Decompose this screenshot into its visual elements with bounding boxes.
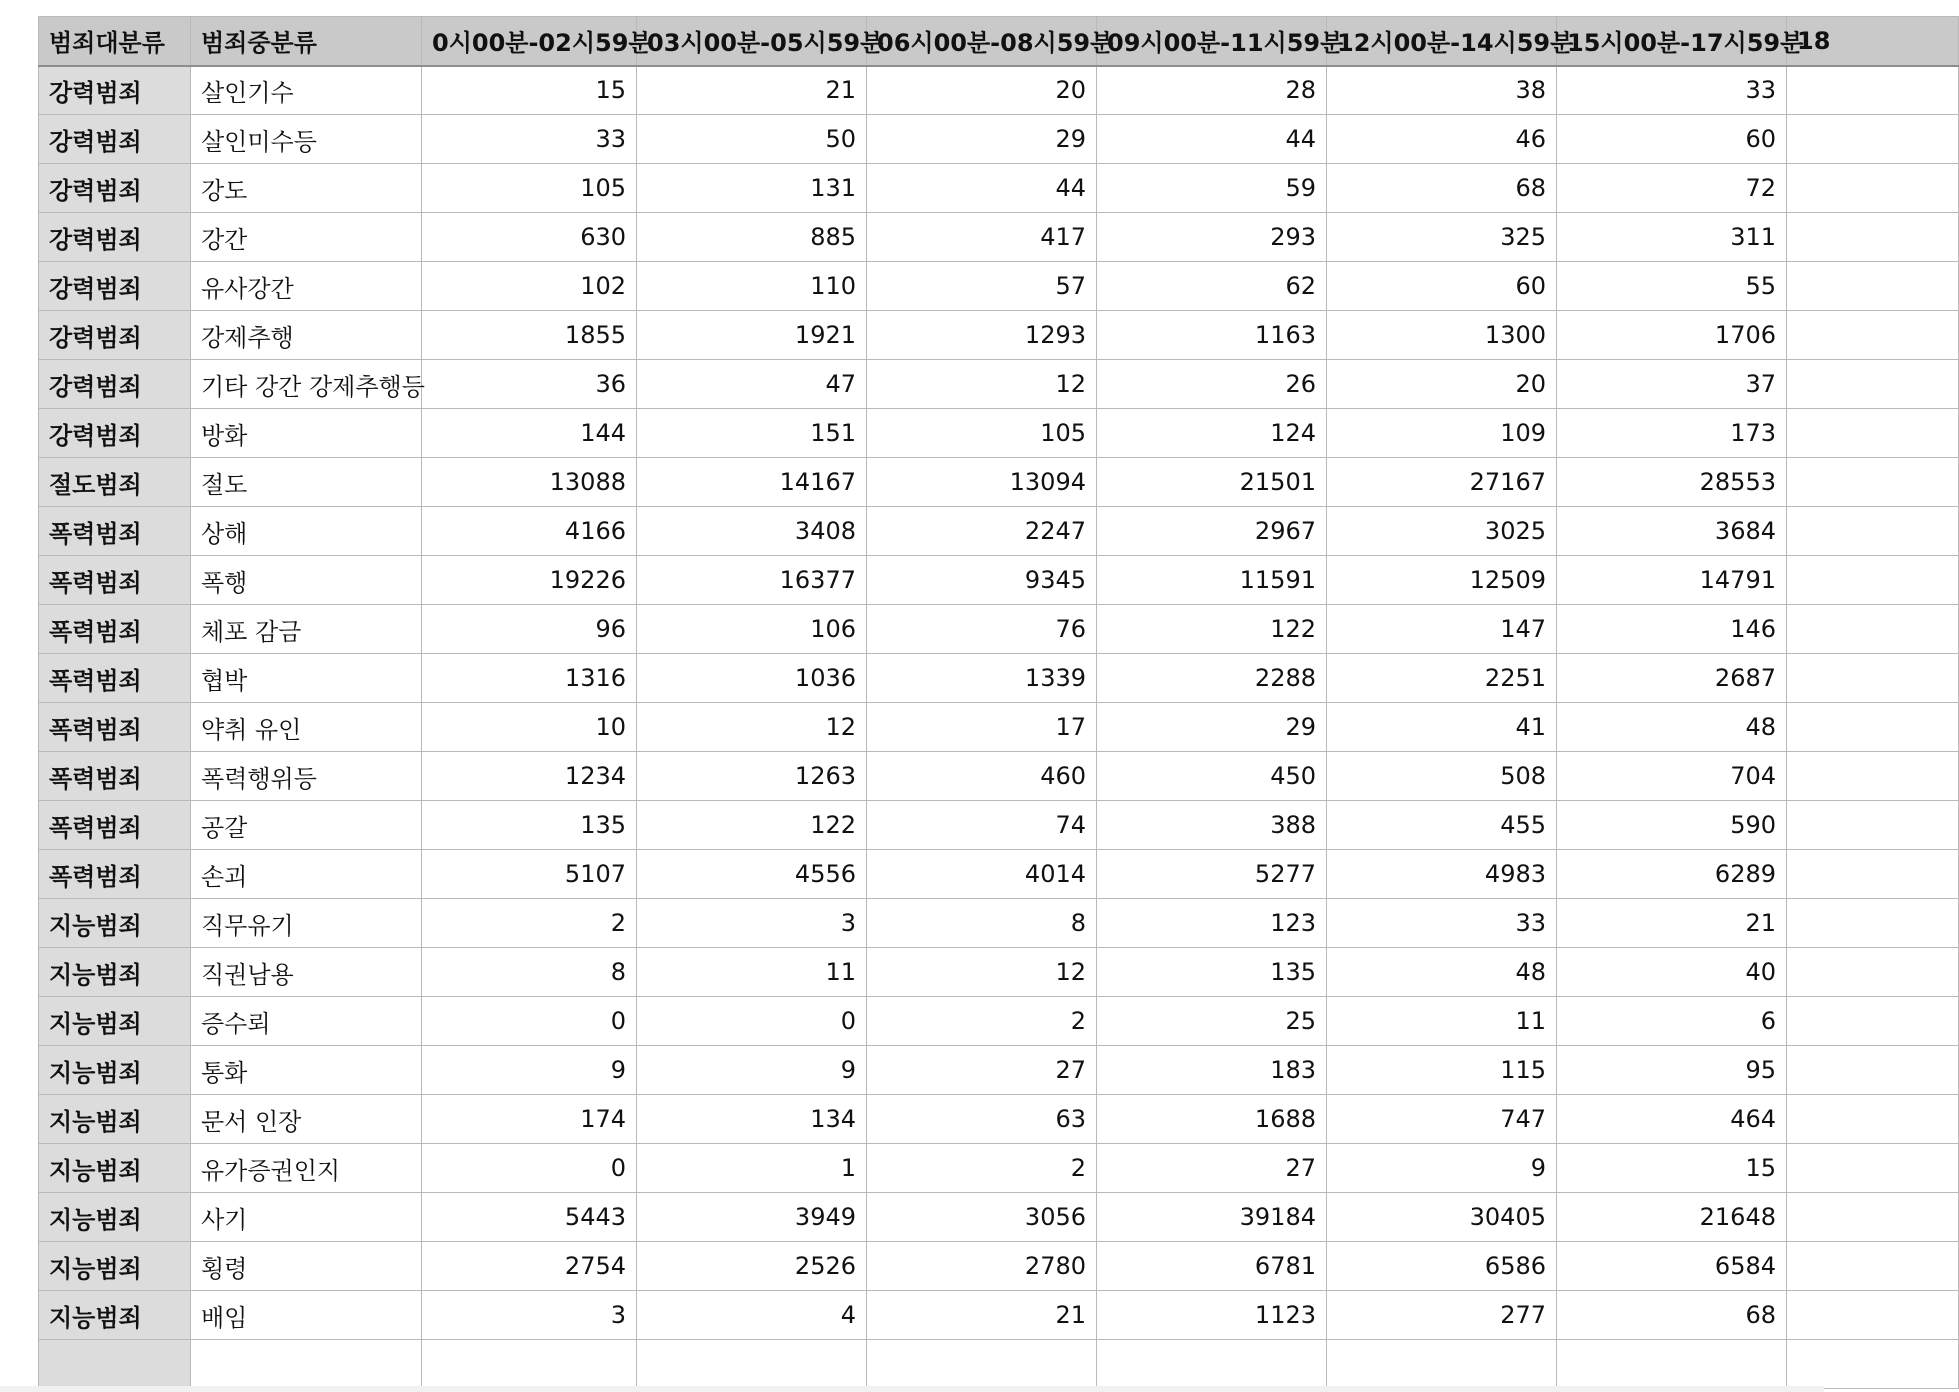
value-cell[interactable]: 110 bbox=[637, 262, 867, 311]
value-cell[interactable]: 122 bbox=[1097, 605, 1327, 654]
value-cell[interactable]: 11 bbox=[637, 948, 867, 997]
value-cell[interactable]: 508 bbox=[1327, 752, 1557, 801]
value-cell[interactable]: 1123 bbox=[1097, 1291, 1327, 1340]
value-cell[interactable]: 147 bbox=[1327, 605, 1557, 654]
value-cell[interactable]: 115 bbox=[1327, 1046, 1557, 1095]
value-cell[interactable]: 68 bbox=[1327, 164, 1557, 213]
value-cell[interactable]: 50 bbox=[637, 115, 867, 164]
value-cell[interactable]: 124 bbox=[1097, 409, 1327, 458]
value-cell[interactable]: 123 bbox=[1097, 899, 1327, 948]
value-cell[interactable]: 15 bbox=[422, 66, 637, 115]
category-cell[interactable]: 지능범죄 bbox=[39, 997, 191, 1046]
table-row bbox=[39, 164, 1959, 213]
table-row bbox=[39, 556, 1959, 605]
value-cell[interactable]: 12 bbox=[867, 948, 1097, 997]
category-cell[interactable]: 강력범죄 bbox=[39, 409, 191, 458]
column-header[interactable]: 범죄대분류 bbox=[39, 17, 191, 66]
value-cell[interactable]: 39184 bbox=[1097, 1193, 1327, 1242]
value-cell[interactable] bbox=[1787, 1291, 1959, 1340]
value-cell[interactable]: 6586 bbox=[1327, 1242, 1557, 1291]
table-row bbox=[39, 899, 1959, 948]
category-cell[interactable]: 지능범죄 bbox=[39, 1193, 191, 1242]
table-row bbox=[39, 1340, 1959, 1389]
category-cell[interactable]: 폭력범죄 bbox=[39, 752, 191, 801]
value-cell[interactable]: 460 bbox=[867, 752, 1097, 801]
category-cell[interactable] bbox=[39, 1340, 191, 1389]
value-cell[interactable]: 134 bbox=[637, 1095, 867, 1144]
value-cell[interactable]: 48 bbox=[1557, 703, 1787, 752]
value-cell[interactable] bbox=[637, 1340, 867, 1389]
value-cell[interactable]: 3 bbox=[637, 899, 867, 948]
value-cell[interactable]: 60 bbox=[1557, 115, 1787, 164]
value-cell[interactable] bbox=[1787, 409, 1959, 458]
bottom-scroll-edge bbox=[0, 1386, 1824, 1392]
column-header[interactable]: 09시00분-11시59분 bbox=[1097, 17, 1327, 66]
value-cell[interactable]: 388 bbox=[1097, 801, 1327, 850]
value-cell[interactable] bbox=[1787, 360, 1959, 409]
subcategory-cell[interactable]: 사기 bbox=[191, 1193, 422, 1242]
value-cell[interactable]: 46 bbox=[1327, 115, 1557, 164]
value-cell[interactable]: 1921 bbox=[637, 311, 867, 360]
value-cell[interactable]: 21 bbox=[637, 66, 867, 115]
value-cell[interactable]: 6584 bbox=[1557, 1242, 1787, 1291]
value-cell[interactable]: 6 bbox=[1557, 997, 1787, 1046]
value-cell[interactable] bbox=[1787, 1095, 1959, 1144]
category-cell[interactable]: 폭력범죄 bbox=[39, 850, 191, 899]
value-cell[interactable]: 6289 bbox=[1557, 850, 1787, 899]
value-cell[interactable] bbox=[1787, 899, 1959, 948]
value-cell[interactable]: 17 bbox=[867, 703, 1097, 752]
value-cell[interactable]: 57 bbox=[867, 262, 1097, 311]
value-cell[interactable] bbox=[1787, 115, 1959, 164]
value-cell[interactable]: 59 bbox=[1097, 164, 1327, 213]
value-cell[interactable]: 27167 bbox=[1327, 458, 1557, 507]
value-cell[interactable]: 2687 bbox=[1557, 654, 1787, 703]
value-cell[interactable]: 277 bbox=[1327, 1291, 1557, 1340]
subcategory-cell[interactable]: 절도 bbox=[191, 458, 422, 507]
table-row bbox=[39, 1291, 1959, 1340]
column-header[interactable]: 18 bbox=[1787, 17, 1959, 66]
value-cell[interactable]: 5107 bbox=[422, 850, 637, 899]
value-cell[interactable]: 40 bbox=[1557, 948, 1787, 997]
value-cell[interactable]: 11 bbox=[1327, 997, 1557, 1046]
category-cell[interactable]: 지능범죄 bbox=[39, 899, 191, 948]
column-header[interactable]: 0시00분-02시59분 bbox=[422, 17, 637, 66]
value-cell[interactable]: 47 bbox=[637, 360, 867, 409]
category-cell[interactable]: 폭력범죄 bbox=[39, 507, 191, 556]
table-row bbox=[39, 458, 1959, 507]
value-cell[interactable]: 0 bbox=[422, 1144, 637, 1193]
value-cell[interactable]: 38 bbox=[1327, 66, 1557, 115]
table-row bbox=[39, 605, 1959, 654]
value-cell[interactable] bbox=[1787, 801, 1959, 850]
category-cell[interactable]: 절도범죄 bbox=[39, 458, 191, 507]
value-cell[interactable]: 27 bbox=[1097, 1144, 1327, 1193]
category-cell[interactable]: 강력범죄 bbox=[39, 164, 191, 213]
value-cell[interactable]: 36 bbox=[422, 360, 637, 409]
value-cell[interactable]: 12 bbox=[637, 703, 867, 752]
value-cell[interactable] bbox=[1787, 262, 1959, 311]
value-cell[interactable]: 174 bbox=[422, 1095, 637, 1144]
value-cell[interactable]: 4983 bbox=[1327, 850, 1557, 899]
table-row bbox=[39, 1046, 1959, 1095]
subcategory-cell[interactable]: 증수뢰 bbox=[191, 997, 422, 1046]
value-cell[interactable] bbox=[1787, 507, 1959, 556]
value-cell[interactable]: 26 bbox=[1097, 360, 1327, 409]
value-cell[interactable]: 5443 bbox=[422, 1193, 637, 1242]
value-cell[interactable]: 1163 bbox=[1097, 311, 1327, 360]
value-cell[interactable]: 131 bbox=[637, 164, 867, 213]
value-cell[interactable]: 2526 bbox=[637, 1242, 867, 1291]
table-row bbox=[39, 311, 1959, 360]
value-cell[interactable]: 33 bbox=[1327, 899, 1557, 948]
value-cell[interactable]: 9 bbox=[1327, 1144, 1557, 1193]
table-row bbox=[39, 752, 1959, 801]
value-cell[interactable]: 102 bbox=[422, 262, 637, 311]
subcategory-cell[interactable]: 강제추행 bbox=[191, 311, 422, 360]
value-cell[interactable] bbox=[422, 1340, 637, 1389]
value-cell[interactable]: 12509 bbox=[1327, 556, 1557, 605]
value-cell[interactable]: 135 bbox=[1097, 948, 1327, 997]
value-cell[interactable]: 630 bbox=[422, 213, 637, 262]
value-cell[interactable]: 3684 bbox=[1557, 507, 1787, 556]
value-cell[interactable]: 4 bbox=[637, 1291, 867, 1340]
value-cell[interactable]: 450 bbox=[1097, 752, 1327, 801]
value-cell[interactable] bbox=[1327, 1340, 1557, 1389]
value-cell[interactable]: 37 bbox=[1557, 360, 1787, 409]
table-row bbox=[39, 997, 1959, 1046]
subcategory-cell[interactable]: 공갈 bbox=[191, 801, 422, 850]
category-cell[interactable]: 지능범죄 bbox=[39, 1291, 191, 1340]
value-cell[interactable] bbox=[1787, 164, 1959, 213]
table-row bbox=[39, 262, 1959, 311]
value-cell[interactable]: 885 bbox=[637, 213, 867, 262]
value-cell[interactable]: 21501 bbox=[1097, 458, 1327, 507]
value-cell[interactable]: 9345 bbox=[867, 556, 1097, 605]
subcategory-cell[interactable]: 살인기수 bbox=[191, 66, 422, 115]
category-cell[interactable]: 강력범죄 bbox=[39, 311, 191, 360]
value-cell[interactable]: 2288 bbox=[1097, 654, 1327, 703]
value-cell[interactable]: 311 bbox=[1557, 213, 1787, 262]
value-cell[interactable]: 293 bbox=[1097, 213, 1327, 262]
value-cell[interactable]: 4556 bbox=[637, 850, 867, 899]
table-row bbox=[39, 654, 1959, 703]
value-cell[interactable]: 20 bbox=[1327, 360, 1557, 409]
table-row bbox=[39, 1095, 1959, 1144]
value-cell[interactable]: 33 bbox=[1557, 66, 1787, 115]
table-row bbox=[39, 66, 1959, 115]
value-cell[interactable]: 16377 bbox=[637, 556, 867, 605]
value-cell[interactable]: 30405 bbox=[1327, 1193, 1557, 1242]
subcategory-cell[interactable]: 살인미수등 bbox=[191, 115, 422, 164]
value-cell[interactable]: 2967 bbox=[1097, 507, 1327, 556]
value-cell[interactable]: 704 bbox=[1557, 752, 1787, 801]
value-cell[interactable]: 62 bbox=[1097, 262, 1327, 311]
value-cell[interactable]: 29 bbox=[1097, 703, 1327, 752]
subcategory-cell[interactable]: 폭력행위등 bbox=[191, 752, 422, 801]
value-cell[interactable]: 173 bbox=[1557, 409, 1787, 458]
value-cell[interactable] bbox=[1557, 1340, 1787, 1389]
subcategory-cell[interactable]: 약취 유인 bbox=[191, 703, 422, 752]
value-cell[interactable] bbox=[1787, 458, 1959, 507]
value-cell[interactable]: 1263 bbox=[637, 752, 867, 801]
value-cell[interactable]: 11591 bbox=[1097, 556, 1327, 605]
value-cell[interactable]: 1300 bbox=[1327, 311, 1557, 360]
value-cell[interactable]: 13088 bbox=[422, 458, 637, 507]
value-cell[interactable]: 2 bbox=[867, 997, 1097, 1046]
value-cell[interactable]: 1293 bbox=[867, 311, 1097, 360]
value-cell[interactable]: 55 bbox=[1557, 262, 1787, 311]
value-cell[interactable]: 106 bbox=[637, 605, 867, 654]
value-cell[interactable]: 109 bbox=[1327, 409, 1557, 458]
value-cell[interactable]: 105 bbox=[422, 164, 637, 213]
value-cell[interactable]: 25 bbox=[1097, 997, 1327, 1046]
value-cell[interactable]: 122 bbox=[637, 801, 867, 850]
value-cell[interactable]: 1036 bbox=[637, 654, 867, 703]
value-cell[interactable]: 29 bbox=[867, 115, 1097, 164]
column-header[interactable]: 06시00분-08시59분 bbox=[867, 17, 1097, 66]
column-header[interactable]: 15시00분-17시59분 bbox=[1557, 17, 1787, 66]
value-cell[interactable]: 95 bbox=[1557, 1046, 1787, 1095]
value-cell[interactable]: 14167 bbox=[637, 458, 867, 507]
value-cell[interactable] bbox=[1787, 752, 1959, 801]
subcategory-cell[interactable]: 직무유기 bbox=[191, 899, 422, 948]
subcategory-cell[interactable]: 상해 bbox=[191, 507, 422, 556]
value-cell[interactable]: 28 bbox=[1097, 66, 1327, 115]
category-cell[interactable]: 강력범죄 bbox=[39, 213, 191, 262]
category-cell[interactable]: 지능범죄 bbox=[39, 948, 191, 997]
value-cell[interactable]: 2754 bbox=[422, 1242, 637, 1291]
value-cell[interactable]: 1339 bbox=[867, 654, 1097, 703]
value-cell[interactable]: 2251 bbox=[1327, 654, 1557, 703]
header-row bbox=[39, 17, 1959, 66]
value-cell[interactable]: 76 bbox=[867, 605, 1097, 654]
subcategory-cell[interactable]: 방화 bbox=[191, 409, 422, 458]
subcategory-cell[interactable]: 체포 감금 bbox=[191, 605, 422, 654]
value-cell[interactable]: 2247 bbox=[867, 507, 1097, 556]
value-cell[interactable]: 3408 bbox=[637, 507, 867, 556]
category-cell[interactable]: 지능범죄 bbox=[39, 1242, 191, 1291]
value-cell[interactable] bbox=[1787, 605, 1959, 654]
table-row bbox=[39, 850, 1959, 899]
value-cell[interactable] bbox=[1787, 1046, 1959, 1095]
value-cell[interactable]: 6781 bbox=[1097, 1242, 1327, 1291]
value-cell[interactable]: 325 bbox=[1327, 213, 1557, 262]
value-cell[interactable]: 3 bbox=[422, 1291, 637, 1340]
table-row bbox=[39, 703, 1959, 752]
table-body bbox=[39, 66, 1959, 1389]
column-header[interactable]: 03시00분-05시59분 bbox=[637, 17, 867, 66]
category-cell[interactable]: 지능범죄 bbox=[39, 1144, 191, 1193]
value-cell[interactable]: 1316 bbox=[422, 654, 637, 703]
subcategory-cell[interactable]: 통화 bbox=[191, 1046, 422, 1095]
category-cell[interactable]: 폭력범죄 bbox=[39, 703, 191, 752]
value-cell[interactable]: 2 bbox=[867, 1144, 1097, 1193]
category-cell[interactable]: 강력범죄 bbox=[39, 262, 191, 311]
subcategory-cell[interactable]: 강도 bbox=[191, 164, 422, 213]
value-cell[interactable]: 8 bbox=[422, 948, 637, 997]
value-cell[interactable] bbox=[1787, 213, 1959, 262]
value-cell[interactable]: 63 bbox=[867, 1095, 1097, 1144]
value-cell[interactable]: 144 bbox=[422, 409, 637, 458]
table-row bbox=[39, 507, 1959, 556]
subcategory-cell[interactable]: 손괴 bbox=[191, 850, 422, 899]
value-cell[interactable]: 15 bbox=[1557, 1144, 1787, 1193]
subcategory-cell[interactable]: 직권남용 bbox=[191, 948, 422, 997]
value-cell[interactable]: 41 bbox=[1327, 703, 1557, 752]
value-cell[interactable]: 464 bbox=[1557, 1095, 1787, 1144]
value-cell[interactable]: 135 bbox=[422, 801, 637, 850]
table-row bbox=[39, 213, 1959, 262]
value-cell[interactable] bbox=[1097, 1340, 1327, 1389]
table-row bbox=[39, 360, 1959, 409]
value-cell[interactable] bbox=[1787, 654, 1959, 703]
value-cell[interactable] bbox=[1787, 556, 1959, 605]
value-cell[interactable]: 183 bbox=[1097, 1046, 1327, 1095]
value-cell[interactable] bbox=[867, 1340, 1097, 1389]
table-row bbox=[39, 1144, 1959, 1193]
value-cell[interactable]: 3949 bbox=[637, 1193, 867, 1242]
value-cell[interactable] bbox=[1787, 1242, 1959, 1291]
value-cell[interactable]: 10 bbox=[422, 703, 637, 752]
value-cell[interactable]: 13094 bbox=[867, 458, 1097, 507]
value-cell[interactable]: 455 bbox=[1327, 801, 1557, 850]
value-cell[interactable]: 590 bbox=[1557, 801, 1787, 850]
category-cell[interactable]: 폭력범죄 bbox=[39, 556, 191, 605]
column-header[interactable]: 12시00분-14시59분 bbox=[1327, 17, 1557, 66]
category-cell[interactable]: 지능범죄 bbox=[39, 1095, 191, 1144]
value-cell[interactable] bbox=[1787, 311, 1959, 360]
value-cell[interactable]: 0 bbox=[422, 997, 637, 1046]
value-cell[interactable]: 1855 bbox=[422, 311, 637, 360]
category-cell[interactable]: 강력범죄 bbox=[39, 360, 191, 409]
value-cell[interactable]: 3056 bbox=[867, 1193, 1097, 1242]
subcategory-cell[interactable]: 유사강간 bbox=[191, 262, 422, 311]
value-cell[interactable]: 74 bbox=[867, 801, 1097, 850]
crime-time-table bbox=[38, 16, 1959, 1389]
subcategory-cell[interactable]: 문서 인장 bbox=[191, 1095, 422, 1144]
value-cell[interactable]: 20 bbox=[867, 66, 1097, 115]
table-row bbox=[39, 409, 1959, 458]
value-cell[interactable]: 48 bbox=[1327, 948, 1557, 997]
value-cell[interactable]: 1706 bbox=[1557, 311, 1787, 360]
value-cell[interactable] bbox=[1787, 703, 1959, 752]
subcategory-cell[interactable]: 횡령 bbox=[191, 1242, 422, 1291]
table-row bbox=[39, 1242, 1959, 1291]
table-row bbox=[39, 1193, 1959, 1242]
subcategory-cell[interactable]: 강간 bbox=[191, 213, 422, 262]
value-cell[interactable]: 60 bbox=[1327, 262, 1557, 311]
category-cell[interactable]: 지능범죄 bbox=[39, 1046, 191, 1095]
value-cell[interactable]: 417 bbox=[867, 213, 1097, 262]
value-cell[interactable]: 12 bbox=[867, 360, 1097, 409]
table-row bbox=[39, 801, 1959, 850]
value-cell[interactable]: 9 bbox=[637, 1046, 867, 1095]
value-cell[interactable]: 9 bbox=[422, 1046, 637, 1095]
value-cell[interactable]: 105 bbox=[867, 409, 1097, 458]
value-cell[interactable]: 72 bbox=[1557, 164, 1787, 213]
value-cell[interactable]: 151 bbox=[637, 409, 867, 458]
value-cell[interactable]: 4166 bbox=[422, 507, 637, 556]
value-cell[interactable] bbox=[1787, 948, 1959, 997]
value-cell[interactable]: 33 bbox=[422, 115, 637, 164]
value-cell[interactable] bbox=[1787, 1340, 1959, 1389]
category-cell[interactable]: 폭력범죄 bbox=[39, 801, 191, 850]
value-cell[interactable]: 8 bbox=[867, 899, 1097, 948]
table-row bbox=[39, 115, 1959, 164]
value-cell[interactable]: 3025 bbox=[1327, 507, 1557, 556]
value-cell[interactable]: 747 bbox=[1327, 1095, 1557, 1144]
category-cell[interactable]: 폭력범죄 bbox=[39, 654, 191, 703]
value-cell[interactable]: 44 bbox=[1097, 115, 1327, 164]
value-cell[interactable] bbox=[1787, 997, 1959, 1046]
value-cell[interactable]: 5277 bbox=[1097, 850, 1327, 899]
value-cell[interactable]: 19226 bbox=[422, 556, 637, 605]
subcategory-cell[interactable]: 배임 bbox=[191, 1291, 422, 1340]
value-cell[interactable]: 21648 bbox=[1557, 1193, 1787, 1242]
value-cell[interactable]: 96 bbox=[422, 605, 637, 654]
value-cell[interactable]: 1 bbox=[637, 1144, 867, 1193]
category-cell[interactable]: 강력범죄 bbox=[39, 115, 191, 164]
value-cell[interactable]: 27 bbox=[867, 1046, 1097, 1095]
subcategory-cell[interactable]: 협박 bbox=[191, 654, 422, 703]
value-cell[interactable]: 44 bbox=[867, 164, 1097, 213]
subcategory-cell[interactable] bbox=[191, 1340, 422, 1389]
value-cell[interactable]: 1234 bbox=[422, 752, 637, 801]
subcategory-cell[interactable]: 유가증권인지 bbox=[191, 1144, 422, 1193]
value-cell[interactable]: 14791 bbox=[1557, 556, 1787, 605]
value-cell[interactable] bbox=[1787, 1144, 1959, 1193]
value-cell[interactable]: 1688 bbox=[1097, 1095, 1327, 1144]
value-cell[interactable] bbox=[1787, 1193, 1959, 1242]
value-cell[interactable]: 2780 bbox=[867, 1242, 1097, 1291]
value-cell[interactable] bbox=[1787, 66, 1959, 115]
category-cell[interactable]: 강력범죄 bbox=[39, 66, 191, 115]
value-cell[interactable]: 4014 bbox=[867, 850, 1097, 899]
value-cell[interactable]: 2 bbox=[422, 899, 637, 948]
subcategory-cell[interactable]: 폭행 bbox=[191, 556, 422, 605]
category-cell[interactable]: 폭력범죄 bbox=[39, 605, 191, 654]
subcategory-cell[interactable]: 기타 강간 강제추행등 bbox=[191, 360, 422, 409]
value-cell[interactable]: 21 bbox=[867, 1291, 1097, 1340]
value-cell[interactable] bbox=[1787, 850, 1959, 899]
column-header[interactable]: 범죄중분류 bbox=[191, 17, 422, 66]
table-row bbox=[39, 948, 1959, 997]
value-cell[interactable]: 0 bbox=[637, 997, 867, 1046]
value-cell[interactable]: 68 bbox=[1557, 1291, 1787, 1340]
value-cell[interactable]: 21 bbox=[1557, 899, 1787, 948]
value-cell[interactable]: 146 bbox=[1557, 605, 1787, 654]
value-cell[interactable]: 28553 bbox=[1557, 458, 1787, 507]
